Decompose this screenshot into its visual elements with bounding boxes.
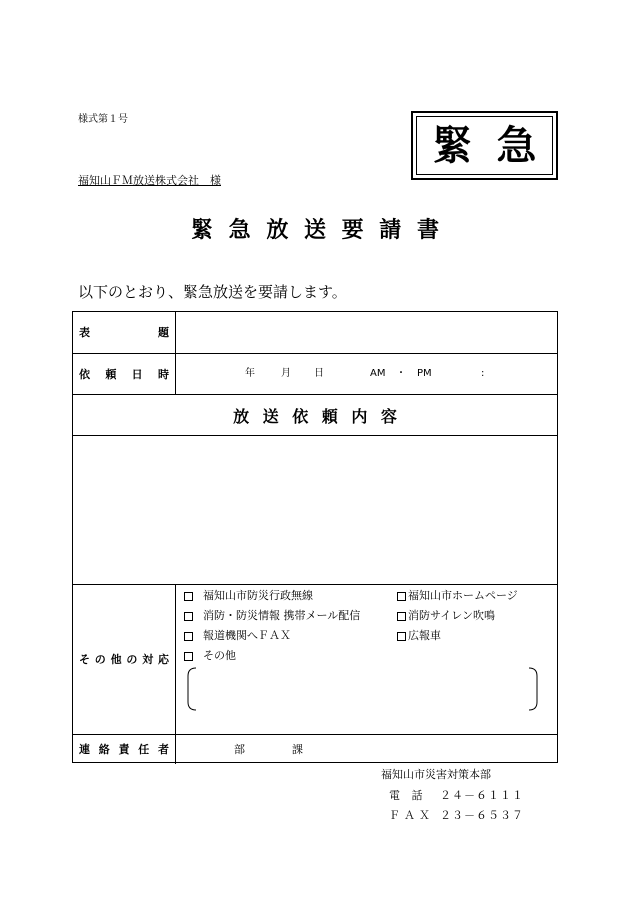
subject-label: 表 題 (79, 326, 169, 339)
checkbox[interactable] (184, 612, 193, 621)
contact-label: 連 絡 責 任 者 (79, 743, 169, 756)
checkbox[interactable] (184, 652, 193, 661)
option-siren (397, 609, 495, 623)
contact-row (73, 734, 557, 764)
checkbox[interactable] (397, 592, 406, 601)
request-form-table (72, 311, 558, 763)
datetime-row (73, 353, 557, 394)
remarks-bracket (187, 667, 538, 711)
urgent-stamp-text: 緊 急 (416, 116, 553, 175)
option-pr-vehicle (397, 629, 441, 643)
footer-organization: 福知山市災害対策本部 (381, 768, 491, 781)
footer-phone (389, 789, 524, 802)
month-unit: 月 (281, 368, 291, 379)
option-label: 消防・防災情報 携帯メール配信 (203, 609, 361, 622)
phone-label: 電 話 (389, 789, 427, 802)
bracket-close-icon (529, 668, 537, 710)
section-unit: 課 (292, 743, 303, 756)
content-header-row (73, 394, 557, 435)
option-disaster-radio (184, 589, 313, 603)
content-header: 放 送 依 頼 内 容 (233, 406, 401, 426)
fax-label: ＦＡＸ (389, 809, 434, 822)
option-label: その他 (203, 649, 236, 662)
checkbox[interactable] (397, 632, 406, 641)
other-actions-options (73, 585, 557, 734)
subject-field (176, 312, 557, 353)
option-label: 福知山市ホームページ (408, 589, 518, 602)
addressee: 福知山ＦＭ放送株式会社 様 (78, 174, 221, 187)
urgent-stamp-box (411, 111, 558, 180)
year-unit: 年 (245, 368, 255, 379)
datetime-label: 依 頼 日 時 (79, 367, 169, 381)
form-number: 様式第１号 (78, 114, 128, 125)
option-homepage (397, 589, 518, 603)
checkbox[interactable] (184, 632, 193, 641)
page-title: 緊 急 放 送 要 請 書 (191, 218, 443, 243)
fax-number: ２３－６５３７ (440, 809, 524, 822)
pm-label: PM (417, 368, 432, 379)
am-label: AM (370, 368, 386, 379)
option-label: 報道機関へＦＡＸ (203, 629, 291, 642)
footer-fax (389, 809, 524, 822)
option-press-fax (184, 629, 291, 643)
contact-field (73, 735, 557, 764)
subject-row (73, 312, 557, 353)
content-row (73, 435, 557, 584)
department-unit: 部 (234, 743, 245, 756)
option-mobile-mail (184, 609, 360, 623)
other-actions-label: そ の 他 の 対 応 (79, 653, 169, 666)
datetime-field (73, 354, 557, 394)
option-label: 福知山市防災行政無線 (203, 589, 313, 602)
time-colon: : (481, 368, 485, 379)
option-other (184, 649, 236, 663)
intro-text: 以下のとおり、緊急放送を要請します。 (78, 283, 347, 301)
checkbox[interactable] (184, 592, 193, 601)
am-pm-separator: ・ (396, 368, 406, 379)
option-label: 広報車 (408, 629, 441, 642)
bracket-open-icon (188, 668, 196, 710)
phone-number: ２４－６１１１ (440, 789, 524, 802)
checkbox[interactable] (397, 612, 406, 621)
subject-label-cell (73, 312, 176, 353)
other-actions-row (73, 584, 557, 734)
content-field (73, 436, 557, 584)
day-unit: 日 (314, 368, 324, 379)
option-label: 消防サイレン吹鳴 (408, 609, 495, 622)
